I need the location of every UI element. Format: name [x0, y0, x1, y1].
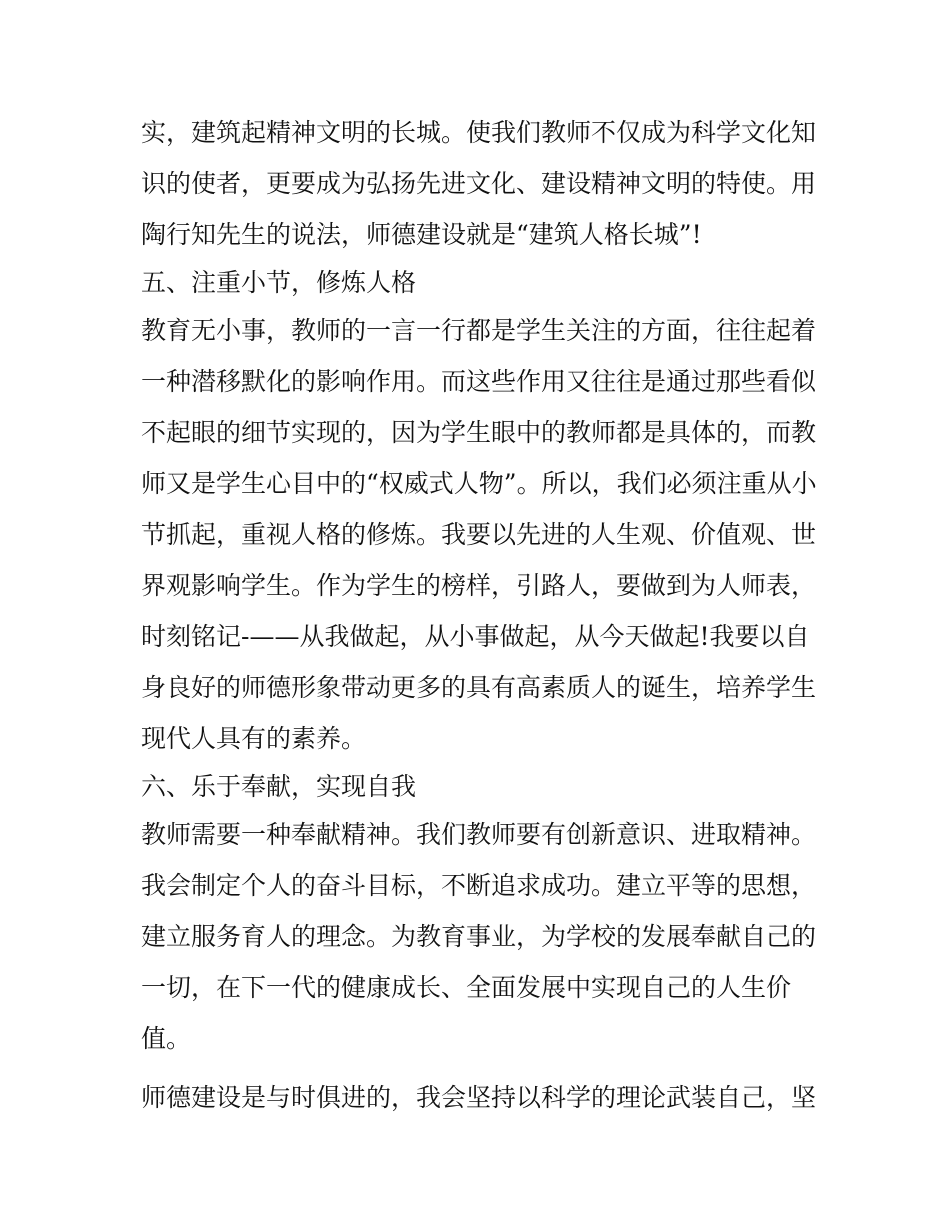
section-heading-5: 五、注重小节，修炼人格	[141, 268, 417, 297]
paragraph-line: 陶行知先生的说法，师德建设就是“建筑人格长城”!	[141, 220, 702, 249]
paragraph-spacer	[141, 1064, 813, 1072]
paragraph-line: 教师需要一种奉献精神。我们教师要有创新意识、进取精神。	[141, 820, 817, 849]
paragraph-line: 节抓起，重视人格的修炼。我要以先进的人生观、价值观、世	[141, 520, 817, 549]
paragraph-line: 界观影响学生。作为学生的榜样，引路人，要做到为人师表，	[141, 571, 817, 600]
paragraph-line: 值。	[141, 1024, 192, 1053]
paragraph-line: 一种潜移默化的影响作用。而这些作用又往往是通过那些看似	[141, 367, 817, 396]
paragraph-line: 不起眼的细节实现的，因为学生眼中的教师都是具体的，而教	[141, 418, 817, 447]
paragraph-line: 身良好的师德形象带动更多的具有高素质人的诞生，培养学生	[141, 673, 817, 702]
paragraph-line: 现代人具有的素养。	[141, 724, 367, 753]
paragraph-line: 建立服务育人的理念。为教育事业，为学校的发展奉献自己的	[141, 922, 817, 951]
paragraph-line: 识的使者，更要成为弘扬先进文化、建设精神文明的特使。用	[141, 169, 817, 198]
paragraph-line: 师德建设是与时俱进的，我会坚持以科学的理论武装自己，坚	[141, 1083, 817, 1112]
paragraph-line: 教育无小事，教师的一言一行都是学生关注的方面，往往起着	[141, 316, 817, 345]
paragraph-line: 实，建筑起精神文明的长城。使我们教师不仅成为科学文化知	[141, 118, 817, 147]
paragraph-line: 师又是学生心目中的“权威式人物”。所以，我们必须注重从小	[141, 469, 817, 498]
paragraph-line: 时刻铭记-——从我做起，从小事做起，从今天做起!我要以自	[141, 622, 810, 651]
document-body	[141, 107, 817, 1123]
paragraph-line: 我会制定个人的奋斗目标，不断追求成功。建立平等的思想，	[141, 871, 817, 900]
section-heading-6: 六、乐于奉献，实现自我	[141, 772, 417, 801]
paragraph-line: 一切，在下一代的健康成长、全面发展中实现自己的人生价	[141, 973, 792, 1002]
